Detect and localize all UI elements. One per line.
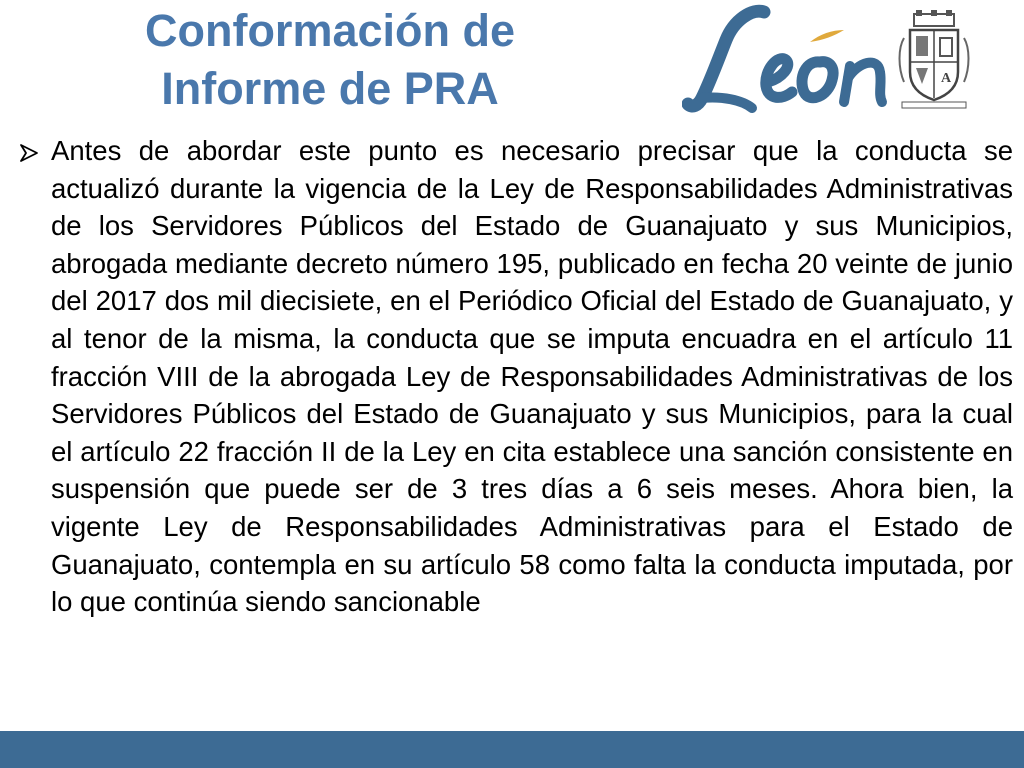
slide-title [60,2,600,118]
footer-bar [0,731,1024,768]
coat-of-arms-icon [896,8,972,112]
body-paragraph: Antes de abordar este punto es necesario precisar que la conducta se actualizó durante la vigencia de la Ley de Responsabilidades Administrativas de los Servidores Públicos del Estado de Guanajuato y sus Municipios, abrogada mediante decreto número 195, publicado en fecha 20 veinte de junio del 2017 dos mil diecisiete, en el Periódico Oficial del Estado de Guanajuato, y al tenor de la misma, la conducta que se imputa encuadra en el artículo 11 fracción VIII de la abrogada Ley de Responsabilidades Administrativas de los Servidores Públicos del Estado de Guanajuato y sus Municipios, para la cual el artículo 22 fracción II de la Ley en cita establece una sanción consistente en suspensión que puede ser de 3 tres días a 6 seis meses. Ahora bien, la vigente Ley de Responsabilidades Administrativas para el Estado de Guanajuato, contempla en su artículo 58 como falta la conducta imputada, por lo que continúa siendo sancionable [51,135,1013,618]
content-block [14,132,1014,621]
title-line-1: Conformación de [144,5,516,56]
title-line-2: Informe de PRA [161,63,499,114]
arrow-bullet-icon [18,142,40,164]
svg-text:A: A [940,71,952,86]
